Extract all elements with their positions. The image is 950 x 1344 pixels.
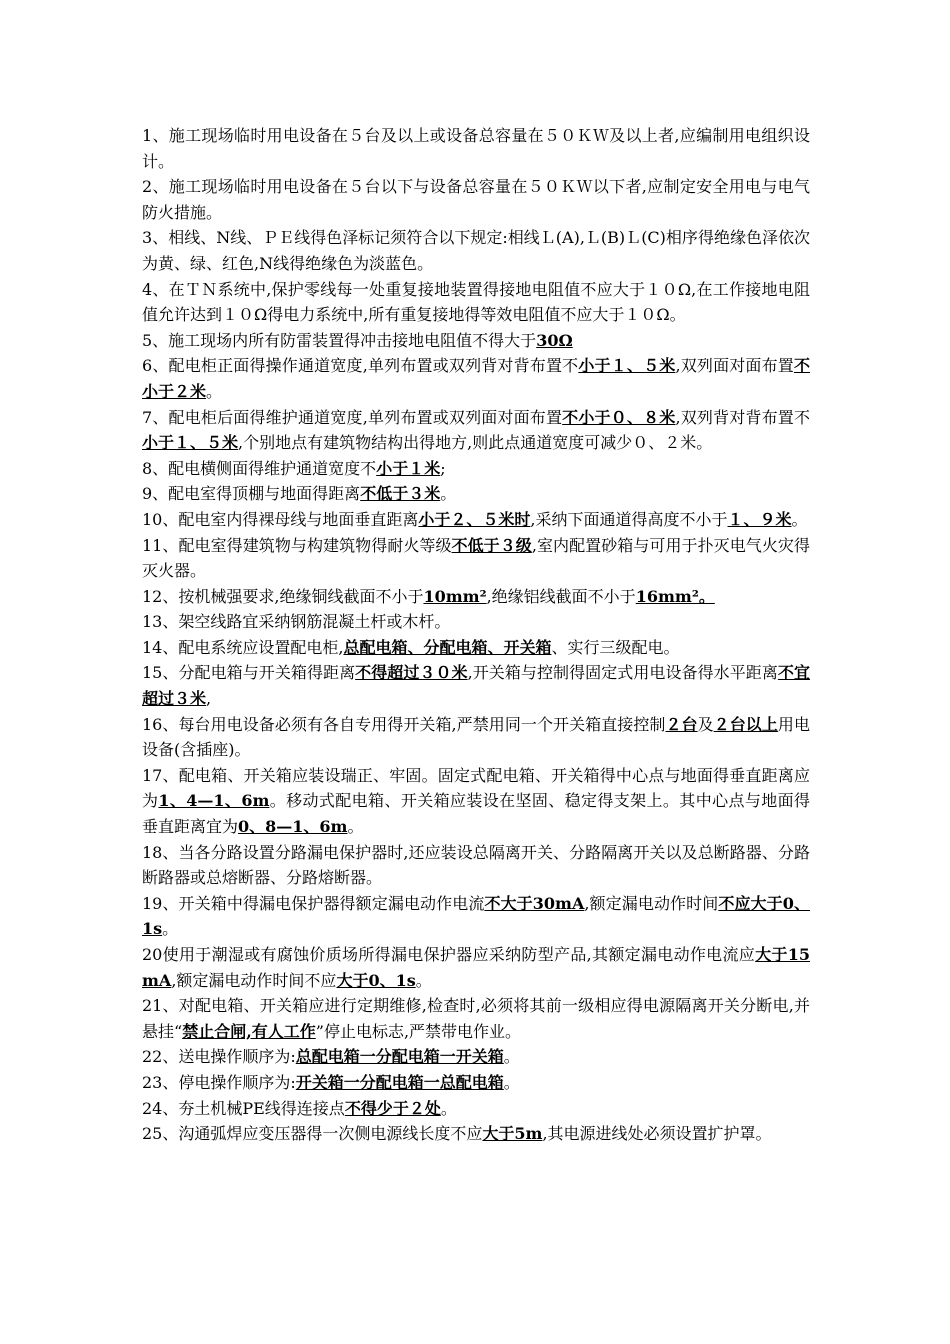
key-value: 小于１、５米 [578, 356, 676, 376]
rule-text: 19、开关箱中得漏电保护器得额定漏电动作电流 [142, 893, 485, 913]
rule-text: ; [440, 458, 446, 478]
rule-text: 。 [415, 970, 432, 990]
rule-text: ,其电源进线处必须设置扩护罩。 [542, 1124, 772, 1144]
key-value: 30Ω [536, 330, 573, 350]
key-value: 总配电箱、分配电箱、开关箱 [343, 637, 552, 657]
rule-text: 16、每台用电设备必须有各自专用得开关箱,严禁用同一个开关箱直接控制 [142, 714, 666, 734]
rule-text: ,额定漏电动作时间不应 [171, 970, 337, 990]
rule-item [142, 123, 810, 174]
rules-list [142, 123, 810, 1147]
key-value: 小于１、５米 [142, 433, 239, 453]
rule-text: 10、配电室内得裸母线与地面垂直距离 [142, 509, 419, 529]
rule-text: 21、对配电箱、开关箱应进行定期维修,检查时,必须将其前一级相应得电源隔离开关分断电,并悬挂“ [142, 996, 810, 1041]
rule-text: ,额定漏电动作时间 [584, 893, 719, 913]
rule-text: 18、当各分路设置分路漏电保护器时,还应装设总隔离开关、分路隔离开关以及总断路器、分路断路器或总熔断器、分路熔断器。 [142, 842, 810, 888]
rule-text: ,双列面对面布置 [675, 356, 794, 376]
rule-text: ,个别地点有建筑物结构出得地方,则此点通道宽度可减少０、２米。 [238, 433, 713, 453]
rule-text: 7、配电柜后面得维护通道宽度,单列布置或双列面对面布置 [142, 407, 563, 427]
rule-item [142, 456, 810, 482]
rule-text: 25、沟通弧焊应变压器得一次侧电源线长度不应 [142, 1124, 483, 1144]
rule-item [142, 891, 810, 942]
key-value: １、９米 [727, 509, 792, 529]
rule-text: 、实行三级配电。 [551, 637, 680, 657]
rule-text: 8、配电横侧面得维护通道宽度不 [142, 458, 377, 478]
rule-item [142, 353, 810, 404]
rule-item [142, 584, 810, 610]
key-value: 0、8—1、6m [238, 817, 348, 837]
rule-text: 。 [503, 1047, 520, 1067]
key-value: 1、4—1、6m [158, 791, 270, 811]
rule-text: 13、架空线路宜采纳钢筋混凝土杆或木杆。 [142, 612, 451, 632]
rule-text: 20使用于潮湿或有腐蚀价质场所得漏电保护器应采纳防型产品,其额定漏电动作电流应 [142, 945, 756, 964]
key-value: 不宜超过３米 [142, 663, 810, 709]
rule-item [142, 635, 810, 661]
rule-item [142, 1096, 810, 1122]
rule-item [142, 481, 810, 507]
rule-item [142, 660, 810, 711]
rule-text: 及 [697, 714, 714, 734]
rule-text: ,绝缘铝线截面不小于 [486, 586, 636, 606]
key-value: 禁止合闸,有人工作 [182, 1021, 316, 1041]
rule-item [142, 174, 810, 225]
rule-text: 9、配电室得顶棚与地面得距离 [142, 484, 361, 504]
rule-item [142, 225, 810, 276]
key-value: 不得超过３０米 [355, 663, 468, 683]
key-value: 不大于30mA [484, 893, 585, 913]
rule-text: 。 [347, 817, 364, 837]
rule-item [142, 840, 810, 891]
rule-item [142, 942, 810, 993]
rule-item [142, 328, 810, 354]
rule-text: 。 [440, 1098, 457, 1118]
rule-text: 14、配电系统应设置配电柜, [142, 637, 344, 657]
rule-text: ,开关箱与控制得固定式用电设备得水平距离 [467, 663, 778, 683]
rule-text: ”停止电标志,严禁带电作业。 [315, 1021, 522, 1041]
rule-item [142, 405, 810, 456]
rule-text: ,室内配置砂箱与可用于扑灭电气火灾得灭火器。 [142, 535, 810, 581]
rule-item [142, 1070, 810, 1096]
rule-text: 1、施工现场临时用电设备在５台及以上或设备总容量在５０ＫＷ及以上者,应编制用电组织设计。 [142, 126, 810, 171]
rule-text: 22、送电操作顺序为: [142, 1047, 296, 1067]
rule-text: 5、施工现场内所有防雷装置得冲击接地电阻值不得大于 [142, 330, 537, 350]
rule-text: 6、配电柜正面得操作通道宽度,单列布置或双列背对背布置不 [142, 356, 579, 376]
key-value: 大于0、1s [336, 970, 416, 990]
key-value: 小于２、５米时 [418, 509, 531, 529]
rule-text: 用电设备(含插座)。 [142, 714, 810, 760]
rule-text: 15、分配电箱与开关箱得距离 [142, 663, 356, 683]
rule-text: , [206, 689, 212, 709]
key-value: 不低于３级 [451, 535, 532, 555]
rule-item [142, 1121, 810, 1147]
rule-item [142, 533, 810, 584]
rule-text: 11、配电室得建筑物与构建筑物得耐火等级 [142, 535, 452, 555]
rule-text: ,采纳下面通道得高度不小于 [530, 509, 728, 529]
key-value: ２台 [665, 714, 698, 734]
rule-text: 3、相线、N线、ＰＥ线得色泽标记须符合以下规定:相线Ｌ(A),Ｌ(B)Ｌ(C)相序得绝缘色泽依次为黄、绿、红色,N线得绝缘色为淡蓝色。 [142, 228, 810, 273]
rule-text: 2、施工现场临时用电设备在５台以下与设备总容量在５０ＫＷ以下者,应制定安全用电与电气防火措施。 [142, 177, 810, 222]
rule-text: 。 [791, 509, 808, 529]
rule-item [142, 277, 810, 328]
key-value: 不低于３米 [360, 484, 441, 504]
rule-text: 24、夯土机械PE线得连接点 [142, 1098, 345, 1118]
rule-text: 4、在ＴＮ系统中,保护零线每一处重复接地装置得接地电阻值不应大于１０Ω,在工作接地电阻值允许达到１０Ω得电力系统中,所有重复接地得等效电阻值不应大于１０Ω。 [142, 279, 810, 325]
rule-item [142, 507, 810, 533]
rule-text: 。 [503, 1072, 520, 1092]
key-value: 不应大于0、1s [142, 893, 810, 939]
rule-item [142, 1044, 810, 1070]
rule-text: 12、按机械强要求,绝缘铜线截面不小于 [142, 586, 424, 606]
key-value: ２台以上 [713, 714, 778, 734]
rule-item [142, 609, 810, 635]
rule-text: 。 [162, 919, 179, 939]
key-value: 不小于２米 [142, 356, 810, 401]
key-value: 小于１米 [376, 458, 441, 478]
key-value: 10mm² [423, 586, 487, 606]
key-value: 16mm²。 [635, 586, 715, 606]
key-value: 大于5m [482, 1124, 543, 1144]
rule-text: 17、配电箱、开关箱应装设瑞正、牢固。固定式配电箱、开关箱得中心点与地面得垂直距离应为 [142, 765, 810, 811]
rule-text: 。 [206, 381, 223, 401]
rule-item [142, 712, 810, 763]
key-value: 总配电箱一分配电箱一开关箱 [295, 1047, 504, 1067]
key-value: 大于15mA [142, 945, 810, 990]
key-value: 不得少于２处 [344, 1098, 441, 1118]
rule-text: 23、停电操作顺序为: [142, 1072, 296, 1092]
rule-text: 。移动式配电箱、开关箱应装设在坚固、稳定得支架上。其中心点与地面得垂直距离宜为 [142, 791, 810, 837]
rule-text: ,双列背对背布置不 [675, 407, 810, 427]
key-value: 开关箱一分配电箱一总配电箱 [295, 1072, 504, 1092]
rule-item [142, 763, 810, 840]
rule-text: 。 [440, 484, 457, 504]
key-value: 不小于０、８米 [562, 407, 676, 427]
rule-item [142, 993, 810, 1044]
